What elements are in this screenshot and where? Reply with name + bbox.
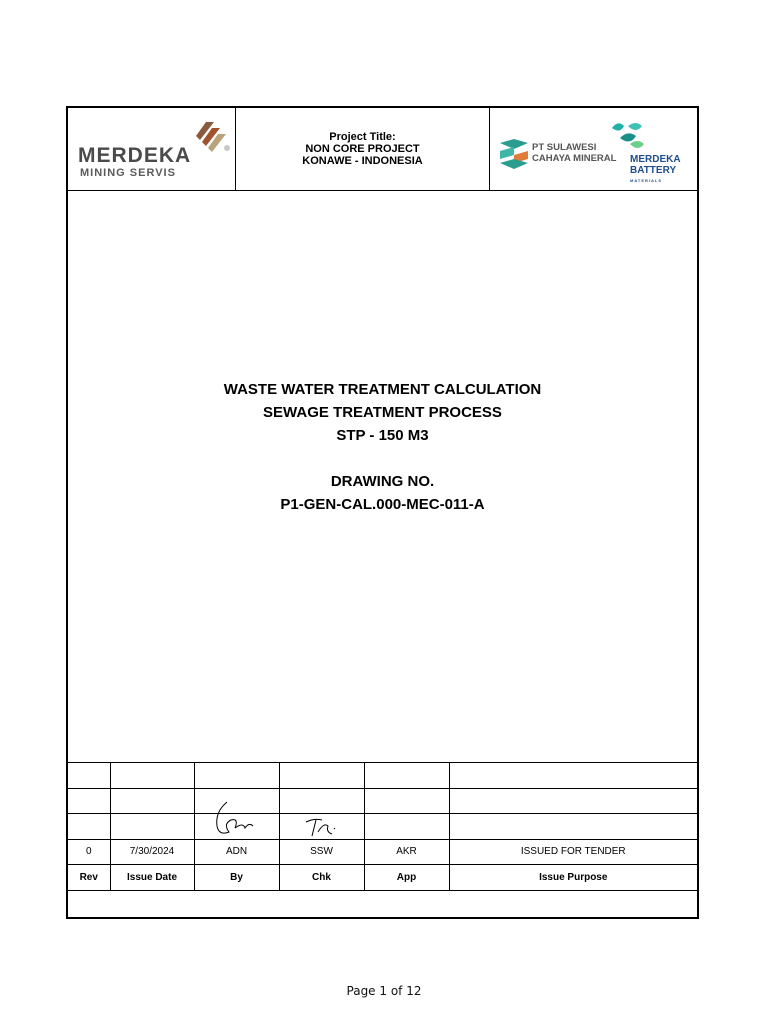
document-title-line2: SEWAGE TREATMENT PROCESS xyxy=(263,404,502,421)
merdeka-mining-servis-logo xyxy=(78,122,230,182)
signature-chk xyxy=(279,814,364,840)
document-title-block xyxy=(68,378,697,516)
project-title-cell xyxy=(236,108,490,190)
drawing-number: P1-GEN-CAL.000-MEC-011-A xyxy=(280,496,485,513)
table-row-empty xyxy=(68,763,697,789)
drawing-number-label: DRAWING NO. xyxy=(330,473,435,490)
mbm-logo-line1: MERDEKA xyxy=(630,154,681,165)
by-cell: ADN xyxy=(194,839,279,865)
signature-by xyxy=(194,814,279,840)
merdeka-mark-icon xyxy=(196,122,232,158)
table-row xyxy=(68,839,697,865)
owner-logos-cell xyxy=(490,108,697,190)
revision-table xyxy=(68,762,697,891)
table-header-row xyxy=(68,865,697,891)
document-title-line1: WASTE WATER TREATMENT CALCULATION xyxy=(223,381,542,398)
title-block-header xyxy=(68,108,697,191)
page-number: Page 1 of 12 xyxy=(346,984,422,998)
mbm-logo-line3: MATERIALS xyxy=(630,178,663,183)
header-rev: Rev xyxy=(68,865,110,891)
scm-logo-line2: CAHAYA MINERAL xyxy=(532,153,617,164)
issue-purpose-cell: ISSUED FOR TENDER xyxy=(449,839,697,865)
scm-logo-text xyxy=(532,142,616,164)
title-sheet-frame xyxy=(66,106,699,919)
issue-date-cell: 7/30/2024 xyxy=(110,839,194,865)
project-title-line1: NON CORE PROJECT xyxy=(305,143,420,155)
document-title-line3: STP - 150 M3 xyxy=(336,427,429,444)
mbm-mark-icon xyxy=(610,120,646,152)
client-logo-cell xyxy=(68,108,236,190)
project-title-line2: KONAWE - INDONESIA xyxy=(302,155,423,167)
rev-cell: 0 xyxy=(68,839,110,865)
mbm-logo-text xyxy=(630,154,681,176)
table-row-signatures xyxy=(68,814,697,840)
scm-mark-icon xyxy=(500,139,528,171)
header-app: App xyxy=(364,865,449,891)
chk-cell: SSW xyxy=(279,839,364,865)
mbm-logo-line2: BATTERY xyxy=(630,165,677,176)
project-title-label: Project Title: xyxy=(329,131,396,143)
header-issue-purpose: Issue Purpose xyxy=(449,865,697,891)
table-row-empty xyxy=(68,788,697,814)
logo-wordmark: MERDEKA xyxy=(78,144,192,167)
header-issue-date: Issue Date xyxy=(110,865,194,891)
scm-logo-line1: PT SULAWESI xyxy=(532,142,597,153)
header-by: By xyxy=(194,865,279,891)
app-cell: AKR xyxy=(364,839,449,865)
logo-subtitle: MINING SERVIS xyxy=(80,167,176,179)
header-chk: Chk xyxy=(279,865,364,891)
